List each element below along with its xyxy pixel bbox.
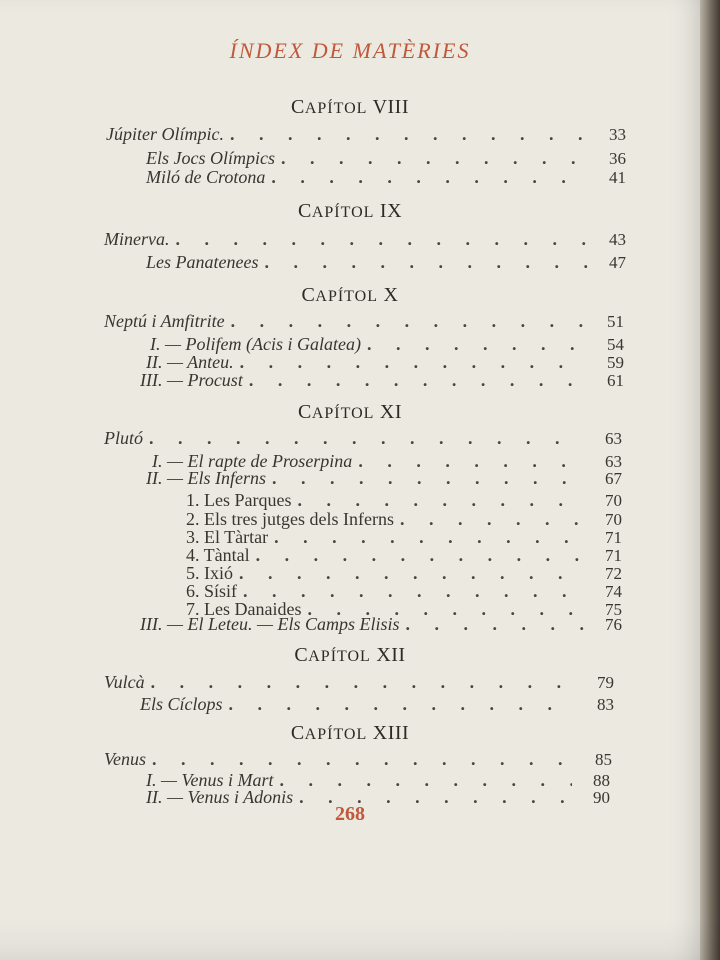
toc-entry[interactable]: Júpiter Olímpic. . . . 33 [106, 124, 626, 145]
chapter-heading-xii: CAPÍTOL XII [294, 644, 406, 666]
toc-entry[interactable]: II. — Els Inferns . . . 67 [146, 468, 622, 489]
toc-entry[interactable]: Vulcà . . . 79 [104, 672, 614, 693]
page-number: 268 [335, 803, 365, 825]
toc-entry[interactable]: Les Panatenees . . . 47 [146, 252, 626, 273]
toc-entry[interactable]: I. — Venus i Mart . . . 88 [146, 770, 610, 791]
toc-entry[interactable]: 4. Tàntal . . . 71 [186, 545, 622, 566]
toc-entry[interactable]: Neptú i Amfitrite . . . 51 [104, 311, 624, 332]
toc-entry[interactable]: Els Cíclops . . . 83 [140, 694, 614, 715]
chapter-heading-xiii: CAPÍTOL XIII [290, 722, 410, 744]
toc-entry[interactable]: 5. Ixió . . . 72 [186, 563, 622, 584]
page-edge [700, 0, 720, 960]
toc-entry[interactable]: 1. Les Parques . . . 70 [186, 490, 622, 511]
toc-entry[interactable]: II. — Anteu. . . . 59 [146, 352, 624, 373]
toc-entry[interactable]: Els Jocs Olímpics . . . 36 [146, 148, 626, 169]
toc-entry[interactable]: I. — Polifem (Acis i Galatea) . . . 54 [150, 334, 624, 355]
toc-entry[interactable]: II. — Venus i Adonis . . . 90 [146, 787, 610, 808]
toc-entry[interactable]: 2. Els tres jutges dels Inferns . . . 70 [186, 509, 622, 530]
chapter-heading-ix: CAPÍTOL IX [297, 200, 403, 222]
toc-entry[interactable]: III. — Procust . . . 61 [140, 370, 624, 391]
toc-entry[interactable]: Miló de Crotona . . . 41 [146, 167, 626, 188]
toc-entry[interactable]: Minerva. . . . 43 [104, 229, 626, 250]
toc-entry[interactable]: 7. Les Danaides . . . 75 [186, 599, 622, 620]
toc-entry[interactable]: I. — El rapte de Proserpina . . . 63 [152, 451, 622, 472]
toc-entry[interactable]: III. — El Leteu. — Els Camps Elisis . . . 76 [140, 614, 622, 635]
toc-entry[interactable]: 6. Sísif . . . 74 [186, 581, 622, 602]
chapter-heading-x: CAPÍTOL X [301, 284, 399, 306]
chapter-heading-xi: CAPÍTOL XI [297, 401, 403, 423]
chapter-heading-viii: CAPÍTOL VIII [290, 96, 409, 118]
toc-entry[interactable]: Plutó . . . 63 [104, 428, 622, 449]
toc-entry[interactable]: Venus . . . 85 [104, 749, 612, 770]
page-shadow [0, 920, 720, 960]
toc-entry[interactable]: 3. El Tàrtar . . . 71 [186, 527, 622, 548]
index-title: ÍNDEX DE MATÈRIES [229, 38, 471, 63]
